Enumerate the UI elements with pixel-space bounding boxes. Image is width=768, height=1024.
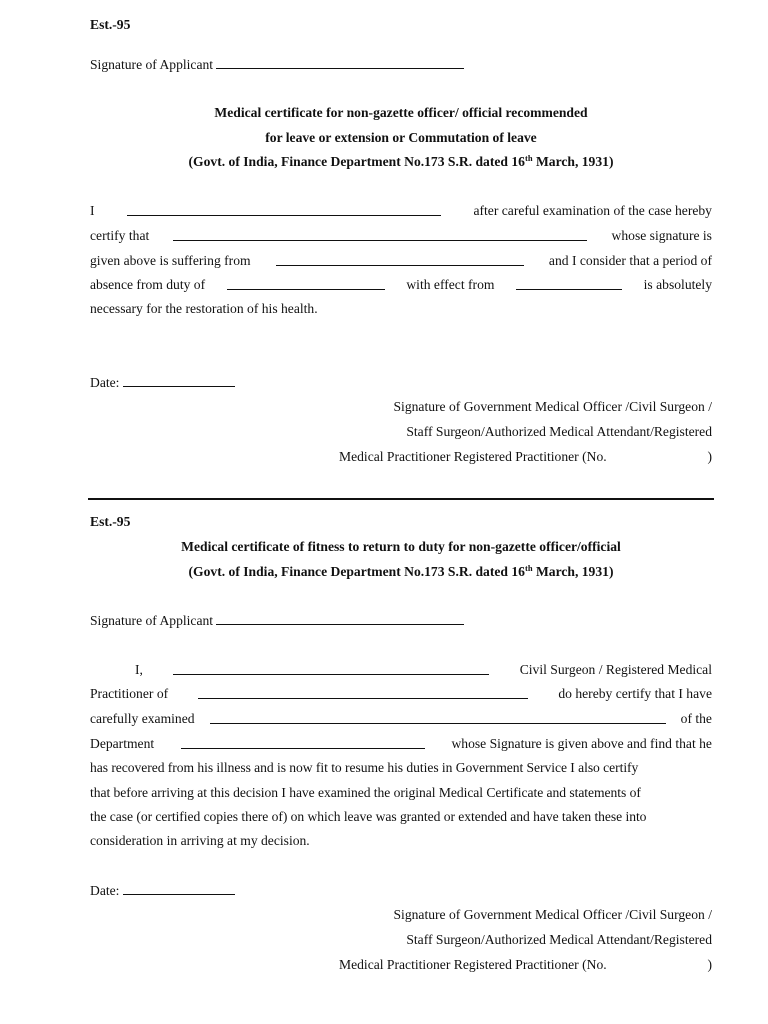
form2-officer-signature-line2: Staff Surgeon/Authorized Medical Attendant/Registered	[406, 932, 712, 947]
body-text: whose signature is	[611, 228, 712, 243]
applicant-signature-label: Signature of Applicant	[90, 57, 214, 72]
body-text: Department	[90, 736, 155, 751]
title-text: March, 1931)	[532, 564, 614, 579]
form2-body-line8: consideration in arriving at my decision.	[90, 833, 310, 848]
patient-name-field[interactable]	[173, 228, 587, 241]
form2-body-line1	[135, 662, 712, 678]
form1-applicant-signature	[90, 56, 464, 73]
form2-officer-signature-line1: Signature of Government Medical Officer /Civil Surgeon /	[393, 907, 712, 922]
illness-field[interactable]	[276, 253, 524, 266]
form1-officer-signature-line2: Staff Surgeon/Authorized Medical Attendant/Registered	[406, 424, 712, 439]
form1-title-line3	[0, 154, 768, 170]
form2-body-line3	[90, 711, 712, 727]
form1-body-line3	[90, 253, 712, 269]
form2-officer-signature-line3	[339, 957, 712, 973]
form2-title-line1: Medical certificate of fitness to return to duty for non-gazette officer/official	[181, 539, 621, 554]
examined-person-field[interactable]	[210, 711, 666, 724]
body-text: certify that	[90, 228, 150, 243]
form2-title-line2	[0, 564, 768, 580]
form2-body-line4	[90, 736, 712, 752]
body-text: and I consider that a period of	[548, 253, 712, 268]
form1-body-line5: necessary for the restoration of his health.	[90, 301, 318, 316]
date-label: Date:	[90, 883, 120, 898]
form1-officer-signature-line3	[339, 449, 712, 465]
body-text: Practitioner of	[90, 686, 169, 701]
ordinal-suffix: th	[524, 153, 533, 163]
body-text: carefully examined	[90, 711, 195, 726]
title-text: (Govt. of India, Finance Department No.173 S.R. dated 16	[188, 154, 525, 169]
title-text: (Govt. of India, Finance Department No.173 S.R. dated 16	[188, 564, 525, 579]
body-text: I,	[135, 662, 143, 677]
form2-body-line2	[90, 686, 712, 702]
body-text: absence from duty of	[90, 277, 206, 292]
date-field[interactable]	[123, 374, 235, 387]
body-text: given above is suffering from	[90, 253, 251, 268]
effective-date-field[interactable]	[516, 277, 622, 290]
department-field[interactable]	[181, 736, 425, 749]
body-text: Civil Surgeon / Registered Medical	[519, 662, 712, 677]
absence-period-field[interactable]	[227, 277, 385, 290]
form2-body-line5: has recovered from his illness and is now fit to resume his duties in Government Service I also certify	[90, 760, 639, 775]
date-field[interactable]	[123, 882, 235, 895]
form1-body-line2	[90, 228, 712, 244]
form1-title-line2: for leave or extension or Commutation of leave	[265, 130, 537, 145]
ordinal-suffix: th	[524, 563, 533, 573]
form1-est-code: Est.-95	[90, 17, 131, 32]
body-text: with effect from	[406, 277, 495, 292]
registration-close-paren: )	[707, 449, 712, 464]
doctor-name-field[interactable]	[127, 203, 441, 216]
form1-date	[90, 374, 235, 391]
form1-body-line4	[90, 277, 712, 293]
date-label: Date:	[90, 375, 120, 390]
form2-date	[90, 882, 235, 899]
form1-title-line1: Medical certificate for non-gazette officer/ official recommended	[214, 105, 588, 120]
title-text: March, 1931)	[532, 154, 614, 169]
section-divider	[88, 498, 714, 500]
form2-body-line7: the case (or certified copies there of) on which leave was granted or extended and have taken these into	[90, 809, 647, 824]
form2-applicant-signature	[90, 612, 464, 629]
body-text: of the	[680, 711, 712, 726]
form1-officer-signature-line1: Signature of Government Medical Officer /Civil Surgeon /	[393, 399, 712, 414]
surgeon-name-field[interactable]	[173, 662, 489, 675]
body-text: is absolutely	[643, 277, 712, 292]
applicant-signature-label: Signature of Applicant	[90, 613, 214, 628]
body-text: whose Signature is given above and find that he	[451, 736, 712, 751]
body-text: do hereby certify that I have	[558, 686, 712, 701]
form2-est-code: Est.-95	[90, 514, 131, 529]
practitioner-place-field[interactable]	[198, 686, 528, 699]
form2-body-line6: that before arriving at this decision I have examined the original Medical Certificate and statements of	[90, 785, 641, 800]
body-text: after careful examination of the case hereby	[473, 203, 712, 218]
registration-label: Medical Practitioner Registered Practitioner (No.	[339, 957, 607, 972]
form1-body-line1	[90, 203, 712, 219]
body-text: I	[90, 203, 95, 218]
registration-close-paren: )	[707, 957, 712, 972]
applicant-signature-field[interactable]	[216, 612, 464, 625]
registration-label: Medical Practitioner Registered Practitioner (No.	[339, 449, 607, 464]
applicant-signature-field[interactable]	[216, 56, 464, 69]
